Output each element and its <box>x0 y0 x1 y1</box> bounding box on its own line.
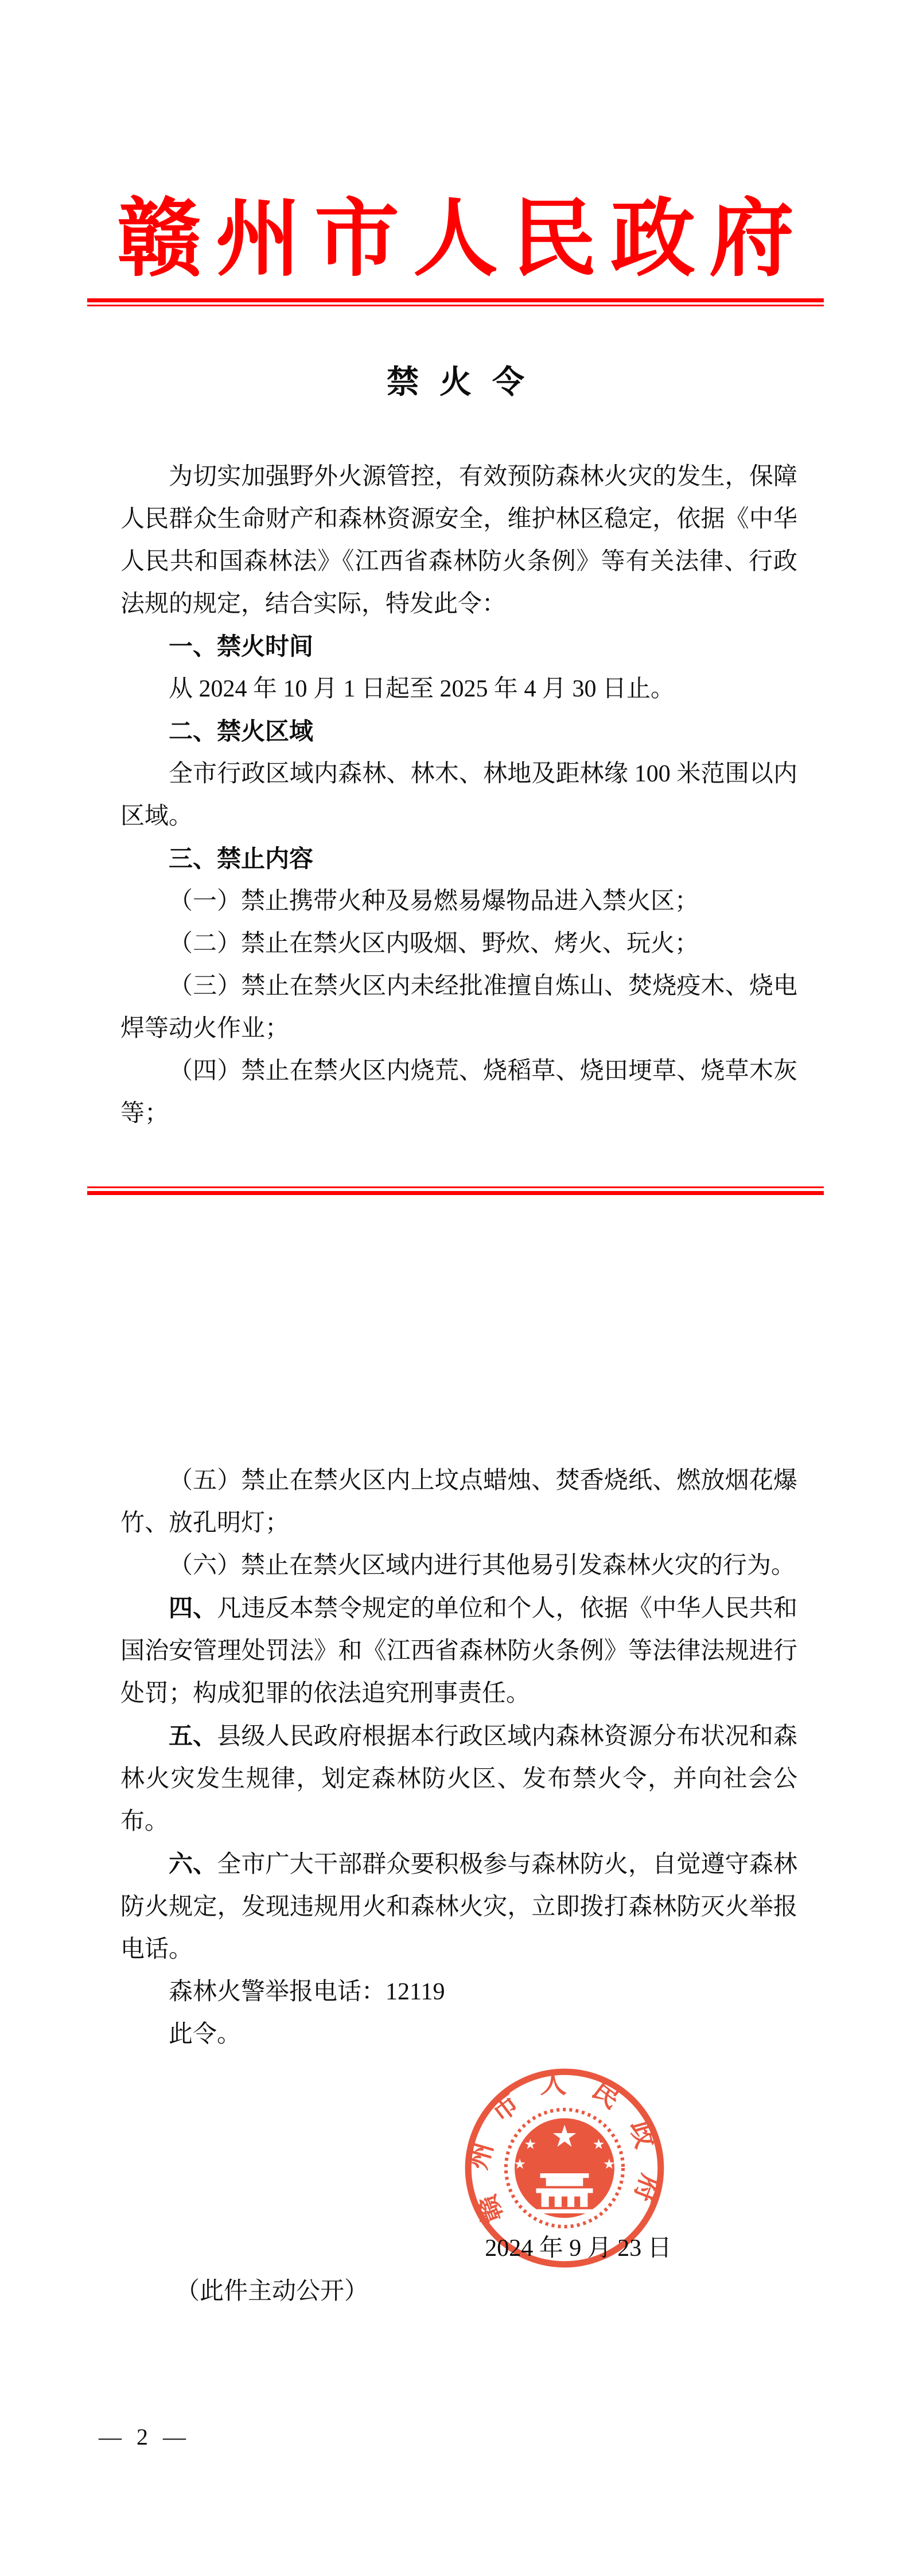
page1-footer-rule-thin <box>87 1186 824 1188</box>
paragraph: 为切实加强野外火源管控，有效预防森林火灾的发生，保障人民群众生命财产和森林资源安全，维护林区稳定，依据《中华人民共和国森林法》《江西省森林防火条例》等有关法律、行政法规的规定，结合实际，特发此令： <box>120 464 797 617</box>
letterhead-agency-title: 赣州市人民政府 <box>117 193 808 287</box>
paragraph-lead: 四、 <box>169 1594 217 1621</box>
paragraph: （五）禁止在禁火区内上坟点蜡烛、焚香烧纸、燃放烟花爆竹、放孔明灯； <box>120 1468 797 1536</box>
paragraph: 五、县级人民政府根据本行政区域内森林资源分布状况和森林火灾发生规律，划定森林防火区、发布禁火令，并向社会公布。 <box>120 1722 797 1835</box>
paragraph: （一）禁止携带火种及易燃易爆物品进入禁火区； <box>169 888 699 915</box>
paragraph: （三）禁止在禁火区内未经批准擅自炼山、焚烧疫木、烧电焊等动火作业； <box>120 973 797 1042</box>
body-text-page1 <box>120 456 797 1135</box>
paragraph: （二）禁止在禁火区内吸烟、野炊、烤火、玩火； <box>169 931 699 957</box>
paragraph: （六）禁止在禁火区域内进行其他易引发森林火灾的行为。 <box>169 1552 796 1579</box>
paragraph-lead: 六、 <box>169 1850 217 1877</box>
paragraph: 四、凡违反本禁令规定的单位和个人，依据《中华人民共和国治安管理处罚法》和《江西省森林防火条例》等法律法规进行处罚；构成犯罪的依法追究刑事责任。 <box>120 1594 797 1707</box>
page-number: — 2 — <box>99 2424 190 2450</box>
letterhead-rule-thick <box>87 298 824 302</box>
section-heading: 二、禁火区域 <box>169 718 314 745</box>
body-text-page2 <box>120 1460 797 2056</box>
paragraph: （四）禁止在禁火区内烧荒、烧稻草、烧田埂草、烧草木灰等； <box>120 1058 797 1127</box>
small-star-icon: ★ <box>602 2155 616 2173</box>
paragraph-lead: 五、 <box>169 1722 217 1749</box>
section-heading: 三、禁止内容 <box>169 845 314 872</box>
publicity-note: （此件主动公开） <box>176 2278 369 2305</box>
small-star-icon: ★ <box>524 2135 537 2153</box>
small-star-icon: ★ <box>592 2135 605 2153</box>
sign-date: 2024 年 9 月 23 日 <box>485 2235 672 2262</box>
big-star-icon: ★ <box>551 2119 578 2154</box>
section-heading: 一、禁火时间 <box>169 633 314 660</box>
seal-arc-text: 赣州市人民政府 <box>462 2068 667 2227</box>
paragraph: 森林火警举报电话：12119 <box>169 1979 445 2005</box>
document-title: 禁火令 <box>387 365 545 400</box>
small-star-icon: ★ <box>513 2155 527 2173</box>
paragraph: 全市行政区域内森林、林木、林地及距林缘 100 米范围以内区域。 <box>120 761 797 830</box>
paragraph: 从 2024 年 10 月 1 日起至 2025 年 4 月 30 日止。 <box>169 676 675 702</box>
paragraph: 六、全市广大干部群众要积极参与森林防火，自觉遵守森林防火规定，发现违规用火和森林火灾，立即拨打森林防灭火举报电话。 <box>120 1850 797 1963</box>
page1-footer-rule-thick <box>87 1191 824 1195</box>
paragraph: 此令。 <box>169 2021 242 2048</box>
page-2 <box>0 1288 911 2576</box>
national-emblem-icon <box>506 2110 623 2227</box>
letterhead-rule-thin <box>87 305 824 306</box>
